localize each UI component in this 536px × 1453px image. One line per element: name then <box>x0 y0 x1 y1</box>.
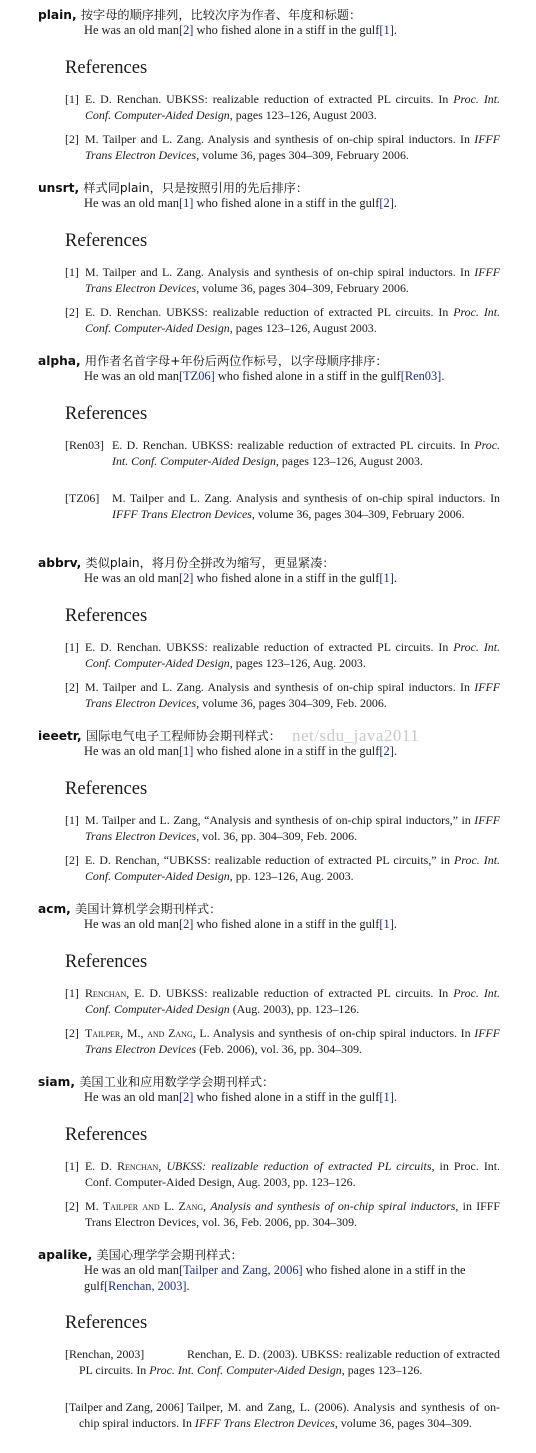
sample-text: who fished alone in a stiff in the gulf <box>193 23 380 37</box>
reference-text: M. Tailper and L. Zang, Analysis and synthesis of on-chip spiral inductors, in IFFF Trans Electron Devices, vol. 36, Feb. 2006, pp. 304–309. <box>85 1199 500 1229</box>
sample-sentence <box>84 1263 506 1294</box>
sample-text: who fished alone in a stiff in the gulf <box>193 744 380 758</box>
sample-text: He was an old man <box>84 196 179 210</box>
sample-text: who fished alone in a stiff in the gulf <box>193 1090 380 1104</box>
style-description: 按字母的顺序排列，比较次序为作者、年度和标题： <box>80 8 362 22</box>
reference-label: [2] <box>65 305 79 319</box>
sample-sentence <box>84 196 506 212</box>
sample-text: He was an old man <box>84 369 179 383</box>
references-heading: References <box>65 1313 148 1333</box>
reference-entry <box>65 680 500 711</box>
reference-entry <box>65 640 500 671</box>
style-heading-acm <box>38 900 221 917</box>
sample-text: who fished alone in a stiff in the gulf <box>193 917 380 931</box>
style-separator: , <box>76 354 85 368</box>
style-heading-ieeetr <box>38 727 281 744</box>
sample-text: who fished alone in a stiff in the gulf <box>84 1263 466 1293</box>
style-heading-abbrv <box>38 554 335 571</box>
reference-label: [1] <box>65 92 79 106</box>
reference-label: [1] <box>65 813 79 827</box>
style-separator: , <box>77 729 86 743</box>
reference-entry <box>65 1026 500 1057</box>
sample-text: . <box>186 1278 190 1293</box>
reference-label: [1] <box>65 986 79 1000</box>
references-heading: References <box>65 58 148 78</box>
reference-text: E. D. Renchan, UBKSS: realizable reduction of extracted PL circuits, in Proc. Int. Conf. Computer-Aided Design, Aug. 2003, pp. 123–126. <box>85 1159 501 1189</box>
style-description: 美国心理学学会期刊样式： <box>96 1248 243 1262</box>
style-name: unsrt <box>38 181 75 195</box>
sample-text: . <box>441 369 445 383</box>
reference-label: [TZ06] <box>65 491 100 505</box>
citation-2: [1] <box>379 571 394 585</box>
sample-sentence <box>84 571 506 587</box>
citation-2: [2] <box>379 196 394 210</box>
sample-text: who fished alone in a stiff in the gulf <box>193 196 380 210</box>
reference-label: [1] <box>65 640 79 654</box>
reference-label: [2] <box>65 680 79 694</box>
style-name: siam <box>38 1075 71 1089</box>
style-heading-plain <box>38 6 361 23</box>
sample-text: He was an old man <box>84 1263 179 1277</box>
reference-entry <box>65 438 500 469</box>
reference-label: [1] <box>65 1159 79 1173</box>
reference-entry <box>65 853 500 884</box>
sample-text: . <box>393 571 397 585</box>
style-description: 国际电气电子工程师协会期刊样式： <box>85 729 281 743</box>
style-separator: , <box>70 1075 80 1089</box>
style-separator: , <box>87 1248 97 1262</box>
style-name: apalike <box>38 1248 88 1262</box>
references-heading: References <box>65 1125 148 1145</box>
reference-entry <box>65 1159 500 1190</box>
style-name: abbrv <box>38 556 77 570</box>
references-heading: References <box>65 231 148 251</box>
reference-text: M. Tailper and L. Zang. Analysis and synthesis of on-chip spiral inductors. In IFFF Trans Electron Devices, volume 36, pages 304–309, February 2006. <box>85 265 500 295</box>
style-name: ieeetr <box>38 729 78 743</box>
style-name: plain <box>38 8 72 22</box>
sample-text: . <box>393 744 397 758</box>
reference-entry <box>65 1347 500 1378</box>
citation-2: [1] <box>379 1090 394 1104</box>
sample-sentence <box>84 744 506 760</box>
references-heading: References <box>65 404 148 424</box>
reference-text: M. Tailper and L. Zang. Analysis and synthesis of on-chip spiral inductors. In IFFF Trans Electron Devices, volume 36, pages 304–309, February 2006. <box>112 491 500 521</box>
reference-label: [Renchan, 2003] <box>65 1347 145 1361</box>
reference-label: [Tailper and Zang, 2006] <box>65 1400 184 1414</box>
reference-entry <box>65 305 500 336</box>
sample-text: He was an old man <box>84 571 179 585</box>
sample-text: . <box>393 23 397 37</box>
sample-text: who fished alone in a stiff in the gulf <box>193 571 380 585</box>
citation-1: [2] <box>178 917 194 931</box>
reference-text: Tailper, M., and Zang, L. Analysis and synthesis of on-chip spiral inductors. In IFFF Trans Electron Devices (Feb. 2006), vol. 36, pp. 304–309. <box>85 1026 501 1056</box>
reference-label: [2] <box>65 853 79 867</box>
style-heading-unsrt <box>38 179 308 196</box>
reference-label: [2] <box>65 1026 79 1040</box>
style-separator: , <box>71 8 81 22</box>
citation-1: [2] <box>178 571 194 585</box>
citation-2: [1] <box>379 23 394 37</box>
reference-entry <box>65 1400 500 1431</box>
citation-2: [2] <box>379 744 394 758</box>
reference-text: M. Tailper and L. Zang. Analysis and synthesis of on-chip spiral inductors. In IFFF Trans Electron Devices, volume 36, pages 304–309, February 2006. <box>85 132 500 162</box>
reference-entry <box>65 813 500 844</box>
reference-entry <box>65 491 500 522</box>
style-name: acm <box>38 902 67 916</box>
reference-text: Renchan, E. D. UBKSS: realizable reduction of extracted PL circuits. In Proc. Int. Conf. Computer-Aided Design (Aug. 2003), pp. 123–126. <box>85 986 500 1016</box>
citation-1: [2] <box>178 1090 194 1104</box>
citation-1: [1] <box>178 196 194 210</box>
citation-1: [1] <box>178 744 194 758</box>
style-heading-siam <box>38 1073 274 1090</box>
sample-sentence <box>84 369 506 385</box>
reference-label: [2] <box>65 1199 79 1213</box>
sample-text: He was an old man <box>84 917 179 931</box>
reference-text: E. D. Renchan. UBKSS: realizable reduction of extracted PL circuits. In Proc. Int. Conf. Computer-Aided Design, pages 123–126, August 2003. <box>85 305 500 335</box>
sample-sentence <box>84 1090 506 1106</box>
sample-text: . <box>393 917 397 931</box>
sample-sentence <box>84 23 506 39</box>
reference-entry <box>65 986 500 1017</box>
reference-label: [1] <box>65 265 79 279</box>
reference-entry <box>65 1199 500 1230</box>
sample-sentence <box>84 917 506 933</box>
watermark: net/sdu_java2011 <box>292 726 420 745</box>
reference-text: E. D. Renchan. UBKSS: realizable reduction of extracted PL circuits. In Proc. Int. Conf. Computer-Aided Design, pages 123–126, August 2003. <box>85 92 500 122</box>
style-description: 类似plain，将月份全拼改为缩写，更显紧凑： <box>85 556 335 570</box>
reference-text: E. D. Renchan, “UBKSS: realizable reduction of extracted PL circuits,” in Proc. Int. Conf. Computer-Aided Design, pp. 123–126, Aug. 2003. <box>85 853 500 883</box>
style-name: alpha <box>38 354 77 368</box>
style-description: 美国计算机学会期刊样式： <box>75 902 222 916</box>
citation-2: [1] <box>379 917 394 931</box>
style-separator: , <box>66 902 76 916</box>
reference-label: [Ren03] <box>65 438 104 452</box>
reference-text: E. D. Renchan. UBKSS: realizable reduction of extracted PL circuits. In Proc. Int. Conf. Computer-Aided Design, pages 123–126, August 2003. <box>112 438 500 468</box>
reference-entry <box>65 132 500 163</box>
style-separator: , <box>76 556 86 570</box>
citation-1: [Tailper and Zang, 2006] <box>178 1263 303 1277</box>
references-heading: References <box>65 606 148 626</box>
reference-text: M. Tailper and L. Zang, “Analysis and synthesis of on-chip spiral inductors,” in IFFF Trans Electron Devices, vol. 36, pp. 304–309, Feb. 2006. <box>85 813 500 843</box>
style-description: 样式同plain，只是按照引用的先后排序： <box>83 181 309 195</box>
style-heading-alpha <box>38 352 388 369</box>
citation-2: [Renchan, 2003] <box>103 1278 187 1293</box>
citation-2: [Ren03] <box>400 369 442 383</box>
sample-text: . <box>393 196 397 210</box>
style-description: 用作者名首字母+年份后两位作标号，以字母顺序排序： <box>84 354 388 368</box>
citation-1: [2] <box>178 23 194 37</box>
style-heading-apalike <box>38 1246 243 1263</box>
sample-text: who fished alone in a stiff in the gulf <box>214 369 401 383</box>
reference-text: E. D. Renchan. UBKSS: realizable reduction of extracted PL circuits. In Proc. Int. Conf. Computer-Aided Design, pages 123–126, Aug. 2003. <box>85 640 500 670</box>
reference-text: Renchan, E. D. (2003). UBKSS: realizable reduction of extracted PL circuits. In Proc. Int. Conf. Computer-Aided Design, pages 123–126. <box>79 1347 500 1377</box>
reference-entry <box>65 92 500 123</box>
sample-text: He was an old man <box>84 744 179 758</box>
reference-entry <box>65 265 500 296</box>
reference-label: [2] <box>65 132 79 146</box>
style-description: 美国工业和应用数学学会期刊样式： <box>79 1075 275 1089</box>
style-separator: , <box>74 181 84 195</box>
sample-text: He was an old man <box>84 1090 179 1104</box>
citation-1: [TZ06] <box>178 369 215 383</box>
references-heading: References <box>65 779 148 799</box>
reference-text: Tailper, M. and Zang, L. (2006). Analysis and synthesis of on-chip spiral inductors. In IFFF Trans Electron Devices, volume 36, pages 304–309. <box>79 1400 500 1430</box>
sample-text: . <box>393 1090 397 1104</box>
reference-text: M. Tailper and L. Zang. Analysis and synthesis of on-chip spiral inductors. In IFFF Trans Electron Devices, volume 36, pages 304–309, Feb. 2006. <box>85 680 500 710</box>
references-heading: References <box>65 952 148 972</box>
sample-text: He was an old man <box>84 23 179 37</box>
